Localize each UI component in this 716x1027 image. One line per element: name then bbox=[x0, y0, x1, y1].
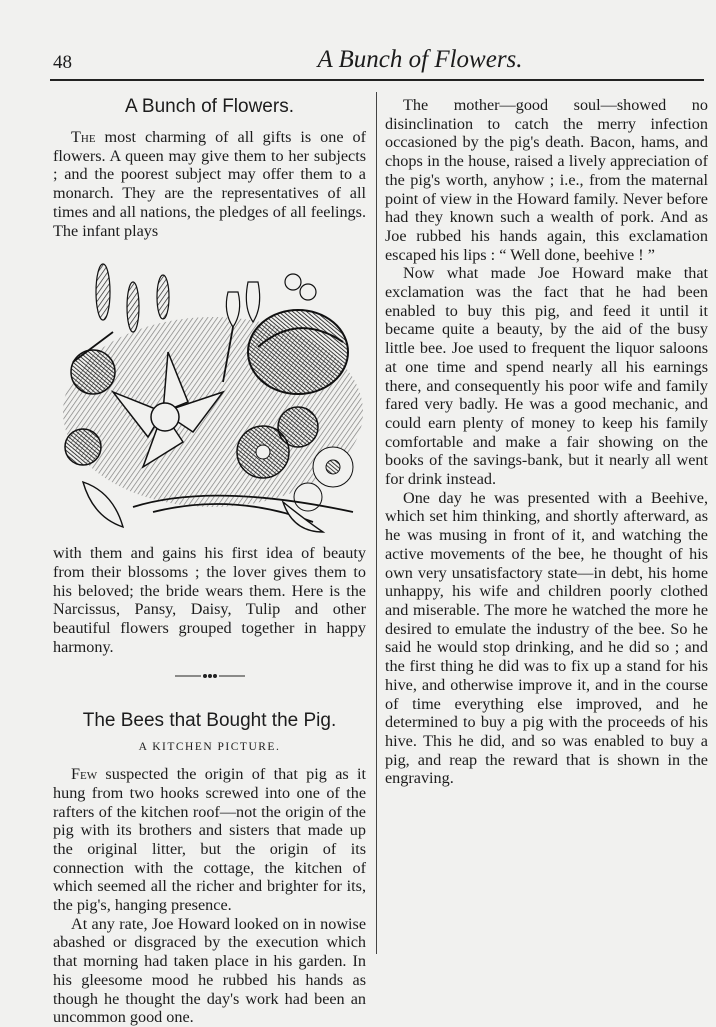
paragraph-text: most charming of all gifts is one of flowers. A queen may give them to her subjects ; and the poorest subject may offer them to a monarch. They are the representatives of all times and all nations, the pledges of all feelings. The infant plays bbox=[53, 128, 366, 240]
section-ornament-icon bbox=[175, 670, 245, 682]
column-divider bbox=[376, 92, 377, 954]
paragraph-flowers-continued: with them and gains his first idea of beauty from their blossoms ; the lover gives them to his beloved; the bride wears them. Here is the Narcissus, Pansy, Daisy, Tulip and other beautiful flowers grouped together in happy harmony. bbox=[53, 544, 366, 656]
header-rule bbox=[50, 79, 704, 81]
drop-lead-word: Few bbox=[71, 765, 98, 784]
paragraph-bees-3: The mother—good soul—showed no disinclination to catch the merry infection occasioned by the pig's death. Bacon, hams, and chops in the house, raised a lively appreciation of the pig's worth, anyhow ; i.e., from the maternal point of view in the Howard family. Never before had they known such a wealth of pork. And as Joe rubbed his hands again, this exclamation escaped his lips : “ Well done, beehive ! ” bbox=[385, 96, 708, 264]
page-number: 48 bbox=[53, 52, 72, 73]
paragraph-bees-5: One day he was presented with a Beehive, which set him thinking, and shortly afterward, as he was musing in front of it, and watching the active movements of the bee, he thought of his own very unsatisfactory state—in debt, his home unhappy, his wife and children poorly clothed and miserable. The more he watched the more he desired to emulate the industry of the bee. So he said he would stop drinking, and he did so ; and the first thing he did was to fix up a stand for his hive, and otherwise improve it, and in the course of time everything else improved, and he determined to buy a pig with the proceeds of his hive. This he did, and so was enabled to buy a pig, and reap the reward that is shown in the engraving. bbox=[385, 488, 708, 788]
paragraph-bees-2: At any rate, Joe Howard looked on in nowise abashed or disgraced by the execution which that morning had taken place in his garden. In his gleesome mood he rubbed his hands as though he thought the day's work had been an uncommon good one. bbox=[53, 914, 366, 1027]
drop-lead-word: The bbox=[71, 128, 96, 146]
paragraph-flowers-intro bbox=[53, 128, 366, 240]
article-title-bees: The Bees that Bought the Pig. bbox=[82, 710, 337, 732]
article-subtitle: A KITCHEN PICTURE. bbox=[138, 741, 281, 754]
running-head: A Bunch of Flowers. bbox=[317, 46, 523, 73]
right-column bbox=[385, 96, 708, 788]
paragraph-text: suspected the origin of that pig as it hung from two hooks screwed into one of the rafters of the kitchen roof—not the origin of the pig with its brothers and sisters that made up the original litter, but the origin of its connection with the cottage, the kitchen of which seemed all the richer and brighter for its, the pig's, hanging presence. bbox=[53, 765, 366, 915]
flower-bouquet-engraving bbox=[53, 252, 366, 534]
article-title-flowers: A Bunch of Flowers. bbox=[125, 96, 294, 117]
paragraph-bees-4: Now what made Joe Howard make that exclamation was the fact that he had been enabled to buy this pig, and feed it until it became quite a beauty, by the aid of the busy little bee. Joe used to frequent the liquor saloons at one time and spend nearly all his earnings there, and consequently his poor wife and family fared very badly. He was a good mechanic, and could earn plenty of money to keep his family comfortable and make a fair showing on the books of the savings-bank, but it nearly all went for drink instead. bbox=[385, 264, 708, 489]
left-column bbox=[53, 92, 366, 1027]
paragraph-bees-1 bbox=[53, 765, 366, 915]
